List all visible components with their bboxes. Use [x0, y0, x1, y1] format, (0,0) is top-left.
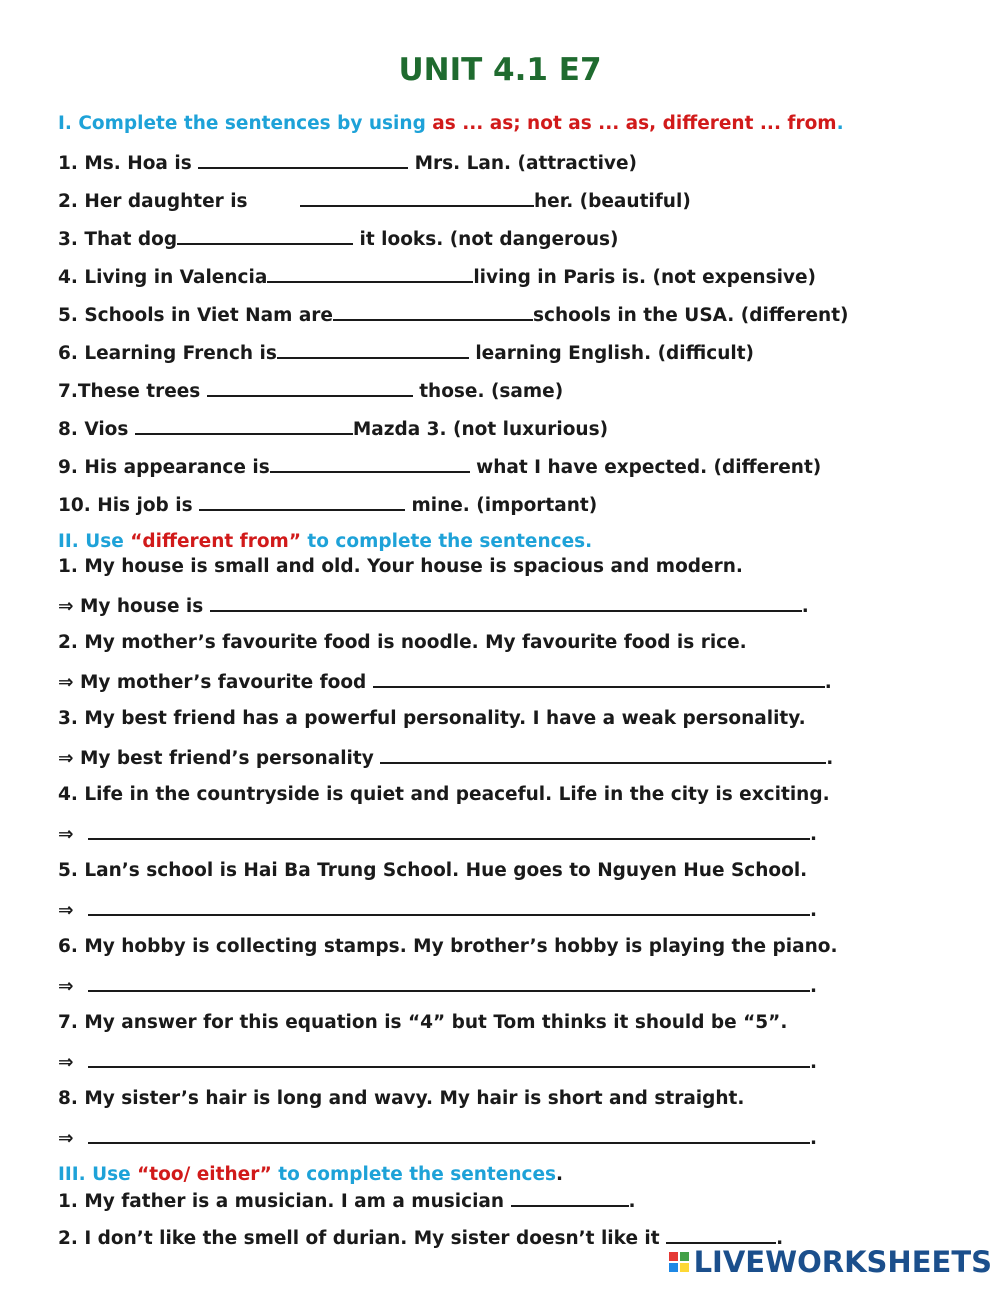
item-text: 1. Ms. Hoa is	[58, 153, 199, 174]
item-hint: (attractive)	[517, 153, 637, 174]
section2-sentence: 6. My hobby is collecting stamps. My brother’s hobby is playing the piano.	[58, 936, 838, 957]
item-hint: (not luxurious)	[453, 419, 609, 440]
section2-heading-end: to complete the sentences.	[300, 531, 593, 552]
section2-sentence: 7. My answer for this equation is “4” but Tom thinks it should be “5”.	[58, 1012, 788, 1033]
item-text: 10. His job is	[58, 495, 200, 516]
answer-blank[interactable]	[88, 1049, 810, 1068]
arrow-icon: ⇒	[58, 672, 74, 693]
page-title: UNIT 4.1 E7	[398, 52, 602, 88]
section1-item	[58, 416, 608, 442]
answer-blank[interactable]	[207, 378, 413, 397]
section1-heading-keywords: as ... as; not as ... as, different ... from	[432, 113, 837, 134]
section3-heading-text: III. Use	[58, 1164, 138, 1185]
section2-heading	[58, 530, 592, 554]
item-hint: (same)	[490, 381, 564, 402]
section1-heading	[58, 112, 844, 136]
section2-sentence: 3. My best friend has a powerful personality. I have a weak personality.	[58, 708, 806, 729]
item-text: 1. My father is a musician. I am a musician	[58, 1191, 511, 1212]
section2-answer-line: ⇒ .	[58, 1049, 817, 1075]
answer-prompt: My mother’s favourite food	[79, 672, 373, 693]
section2-answer-line: ⇒ .	[58, 973, 817, 999]
section1-item	[58, 226, 619, 252]
section1-item	[58, 492, 597, 518]
answer-blank[interactable]	[88, 1125, 810, 1144]
item-text: 9. His appearance is	[58, 457, 270, 478]
answer-blank[interactable]	[267, 264, 473, 283]
answer-blank[interactable]	[270, 454, 470, 473]
item-hint: (important)	[476, 495, 598, 516]
section2-answer-line: ⇒ .	[58, 897, 817, 923]
section3-heading	[58, 1163, 563, 1187]
answer-blank[interactable]	[198, 150, 408, 169]
item-hint: (different)	[713, 457, 822, 478]
section2-answer-line: ⇒ My best friend’s personality .	[58, 745, 833, 771]
answer-prompt: My best friend’s personality	[79, 748, 381, 769]
answer-blank[interactable]	[300, 188, 534, 207]
answer-blank[interactable]	[88, 973, 810, 992]
answer-blank[interactable]	[373, 669, 825, 688]
section2-answer-line: ⇒ My mother’s favourite food .	[58, 669, 832, 695]
section2-sentence: 8. My sister’s hair is long and wavy. My hair is short and straight.	[58, 1088, 745, 1109]
item-text: 6. Learning French is	[58, 343, 277, 364]
logo-square	[669, 1263, 678, 1272]
section3-heading-end: to complete the sentences	[271, 1164, 557, 1185]
arrow-icon: ⇒	[58, 596, 74, 617]
item-text: 2. Her daughter is	[58, 191, 254, 212]
answer-blank[interactable]	[333, 302, 533, 321]
section1-item	[58, 454, 821, 480]
logo-square	[669, 1252, 678, 1261]
logo-text: LIVEWORKSHEETS	[693, 1245, 992, 1279]
arrow-icon: ⇒	[58, 1052, 74, 1073]
item-text: 3. That dog	[58, 229, 178, 250]
answer-blank[interactable]	[210, 593, 802, 612]
item-text: what I have expected.	[469, 457, 714, 478]
section1-item	[58, 340, 754, 366]
item-hint: (beautiful)	[579, 191, 691, 212]
item-hint: (difficult)	[657, 343, 755, 364]
section1-item	[58, 302, 849, 328]
section2-sentence: 2. My mother’s favourite food is noodle. My favourite food is rice.	[58, 632, 747, 653]
liveworksheets-logo-icon	[669, 1252, 689, 1272]
item-text: learning English.	[468, 343, 658, 364]
answer-blank[interactable]	[666, 1225, 776, 1244]
section2-sentence: 4. Life in the countryside is quiet and peaceful. Life in the city is exciting.	[58, 784, 830, 805]
item-hint: (different)	[740, 305, 849, 326]
item-text: 8. Vios	[58, 419, 135, 440]
item-text: her.	[534, 191, 580, 212]
section3-heading-keywords: “too/ either”	[137, 1164, 272, 1185]
answer-prompt: My house is	[79, 596, 210, 617]
item-text: .	[628, 1191, 636, 1212]
item-text: 5. Schools in Viet Nam are	[58, 305, 333, 326]
answer-blank[interactable]	[277, 340, 469, 359]
answer-blank[interactable]	[199, 492, 405, 511]
answer-blank[interactable]	[88, 821, 810, 840]
section1-item	[58, 188, 691, 214]
arrow-icon: ⇒	[58, 824, 74, 845]
arrow-icon: ⇒	[58, 900, 74, 921]
section2-sentence: 1. My house is small and old. Your house is spacious and modern.	[58, 556, 743, 577]
section1-item	[58, 378, 563, 404]
item-text: Mrs. Lan.	[408, 153, 518, 174]
logo-square	[680, 1263, 689, 1272]
section1-heading-end: .	[836, 113, 844, 134]
item-text: .	[776, 1228, 784, 1249]
arrow-icon: ⇒	[58, 976, 74, 997]
answer-blank[interactable]	[88, 897, 810, 916]
item-text: 7.These trees	[58, 381, 207, 402]
logo-square	[680, 1252, 689, 1261]
item-text: it looks.	[353, 229, 450, 250]
section2-answer-line: ⇒ .	[58, 821, 817, 847]
answer-blank[interactable]	[177, 226, 353, 245]
item-text: schools in the USA.	[532, 305, 741, 326]
item-hint: (not expensive)	[652, 267, 816, 288]
section2-answer-line: ⇒ My house is .	[58, 593, 809, 619]
section3-heading-period: .	[556, 1164, 564, 1185]
section3-item	[58, 1188, 636, 1214]
section2-sentence: 5. Lan’s school is Hai Ba Trung School. Hue goes to Nguyen Hue School.	[58, 860, 808, 881]
item-text: those.	[412, 381, 491, 402]
answer-blank[interactable]	[380, 745, 826, 764]
liveworksheets-logo[interactable]	[669, 1245, 992, 1279]
arrow-icon: ⇒	[58, 748, 74, 769]
answer-blank[interactable]	[135, 416, 353, 435]
item-hint: (not dangerous)	[449, 229, 619, 250]
section2-heading-text: II. Use	[58, 531, 131, 552]
section1-item	[58, 264, 816, 290]
item-text: living in Paris is.	[473, 267, 653, 288]
section1-heading-text: I. Complete the sentences by using	[58, 113, 433, 134]
item-text: 2. I don’t like the smell of durian. My sister doesn’t like it	[58, 1228, 667, 1249]
item-text: 4. Living in Valencia	[58, 267, 268, 288]
answer-blank[interactable]	[511, 1188, 629, 1207]
item-text: mine.	[405, 495, 477, 516]
item-text: Mazda 3.	[352, 419, 454, 440]
section2-answer-line: ⇒ .	[58, 1125, 817, 1151]
section1-item	[58, 150, 637, 176]
arrow-icon: ⇒	[58, 1128, 74, 1149]
section2-heading-keywords: “different from”	[130, 531, 301, 552]
